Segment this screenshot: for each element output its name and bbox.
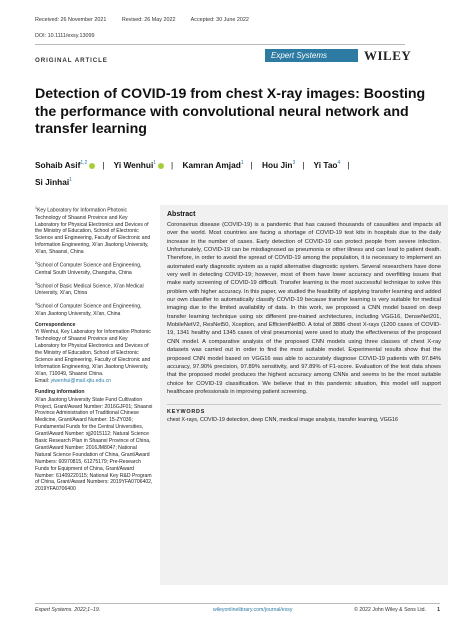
publisher-logo[interactable]: WILEY [364,48,412,63]
author-separator: | [302,159,305,170]
doi[interactable]: DOI: 10.1111/exsy.13099 [35,33,95,39]
keywords-heading: KEYWORDS [167,409,206,416]
author[interactable]: Si Jinhai$^1$ [35,176,72,187]
footer-divider [35,603,440,604]
abstract-heading: Abstract [167,211,196,218]
keywords-text: chest X-rays, COVID-19 detection, deep CNN, medical image analysis, transfer learning, VGG16 [167,417,398,424]
author[interactable]: Sohaib Asif$^{1,2}$ [35,160,95,170]
page-number: 1 [437,607,440,613]
author[interactable]: Kamran Amjad$^1$ [182,159,244,170]
received-date: Received: 26 November 2021 [35,17,107,23]
footer-citation: Expert Systems. 2022;1–19. [35,607,101,613]
funding-heading: Funding information [35,388,85,395]
correspondence-heading: Correspondence [35,321,76,328]
orcid-icon[interactable] [158,163,164,169]
page-footer [35,603,440,615]
author[interactable]: Hou Jin$^3$ [262,159,296,170]
author[interactable]: Yi Wenhui$^1$ [114,160,164,170]
affiliation: $^2$School of Computer Science and Engineering, Central South University, Changsha, China [35,261,142,276]
funding-text: Xi'an Jiaotong University State Fund Cultivation Project, Grant/Award Number: 2016GJF01; Shaanxi Province Administration of Traditional Chinese Medicine, Grant/Award Number: 15-ZY036; Fundamental Funds for the Central Universities, Grant/Award Number: xjj2015112; Natural Science Basic Research Plan in Shaanxi Province of China, Grant/Award Number: 2016JM8047; National Natural Science Foundation of China, Grant/Award Numbers: 60970815, 61275179; Pre-Research Funds for Equipment of China, Grant/Award Number: 61409220115; National Key R&D Program of China, Grant/Award Numbers: 2019YFA0706402, 2019YFA0706400 [35,396,153,493]
author-separator: | [102,159,105,170]
author-separator: | [250,159,253,170]
submission-dates [35,17,439,31]
journal-banner[interactable]: Expert Systems [265,49,358,62]
header-divider [35,44,405,45]
author-separator: | [171,159,174,170]
author[interactable]: Yi Tao$^4$ [313,159,341,170]
abstract-panel [160,205,448,585]
author-separator: | [347,159,350,170]
article-title: Detection of COVID-19 from chest X-ray images: Boosting the performance with convolutional neural network and transfer learning [35,86,426,137]
copyright: © 2022 John Wiley & Sons Ltd. [354,607,426,613]
affiliation: $^3$School of Basic Medical Science, Xi'an Medical University, Xi'an, China [35,281,144,297]
author-list [35,156,435,190]
journal-url-link[interactable]: wileyonlinelibrary.com/journal/exsy [213,607,293,613]
correspondence-text: Yi Wenhui, Key Laboratory for Information Photonic Technology of Shaanxi Province and Key Laboratory for Physical Electronics and Devices of the Ministry of Education, School of Electronic Science and Engineering, Faculty of Electronic and Information Engineering, Xi'an Jiaotong University, Xi'an, 710049, Shaanxi China. Email: yiwenhui@mail.xjtu.edu.cn [35,329,151,384]
affiliation: $^4$School of Computer Science and Engineering, Xi'an Jiaotong University, Xi'an, China [35,302,142,317]
orcid-icon[interactable] [89,163,95,169]
accepted-date: Accepted: 30 June 2022 [190,17,249,23]
affiliation: $^1$Key Laboratory for Information Photonic Technology of Shaanxi Province and Key Laboratory for Physical Electronics and Devices of the Ministry of Education, School of Electronic Science and Engineering, Faculty of Electronic and Information Engineering, Xi'an Jiaotong University, Xi'an, Shaanxi, China [35,206,151,256]
sidebar-metadata [35,205,153,497]
article-type: ORIGINAL ARTICLE [35,57,108,64]
correspondence-email[interactable]: yiwenhui@mail.xjtu.edu.cn [50,377,111,384]
revised-date: Revised: 26 May 2022 [121,17,176,23]
keywords-divider [167,404,441,405]
abstract-text: Coronavirus disease (COVID-19) is a pandemic that has caused thousands of casualties and impacts all over the world. Most countries are facing a shortage of COVID-19 test kits in hospitals due to the daily increase in the number of cases. Early detection of COVID-19 can protect people from severe infection. Unfortunately, COVID-19 can be misdiagnosed as pneumonia or other illness and can lead to patient death. Therefore, in order to avoid the spread of COVID-19 among the population, it is necessary to implement an automated early diagnostic system as a rapid alternative diagnostic system. Several researchers have done very well in detecting COVID-19; however, most of them have lower accuracy and overfitting issues that make early screening of COVID-19 difficult. Transfer learning is the most successful technique to solve this problem with higher accuracy. In this paper, we studied the feasibility of applying transfer learning and added our own classifier to automatically classify COVID-19 because transfer learning is very suitable for medical imaging due to the limited availability of data. In this work, we proposed a CNN model based on deep transfer learning technique using six different pre-trained architectures, including VGG16, DenseNet201, MobileNetV2, ResNet50, Xception, and EfficientNetB0. A total of 3886 chest X-rays (1200 cases of COVID-19, 1341 healthy and 1345 cases of viral pneumonia) were used to study the effectiveness of the proposed CNN model. A comparative analysis of the proposed CNN models using three classes of chest X-ray datasets was carried out in order to find the most suitable model. Experimental results show that the proposed CNN model based on VGG16 was able to accurately diagnose COVID-19 patients with 97.84% accuracy, 97.90% precision, 97.89% sensitivity, and 97.89% of F1-score. Evaluation of the test data shows that the proposed model produces the highest accuracy among CNNs and seems to be the most suitable choice for COVID-19 classification. We believe that in this pandemic situation, this model will support healthcare professionals in improving patient screening. [167,222,441,395]
